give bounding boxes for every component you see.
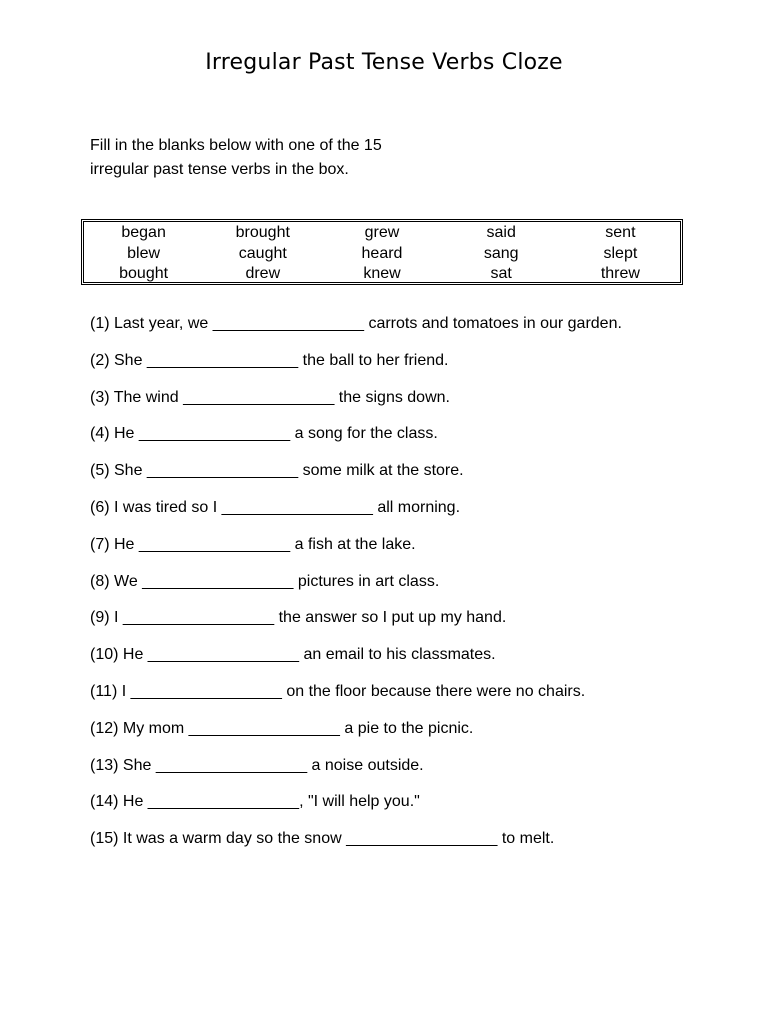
instructions-line-1: Fill in the blanks below with one of the 15 [90, 137, 382, 154]
question-item: (5) She _________________ some milk at the store. [90, 462, 464, 480]
question-item: (9) I _________________ the answer so I put up my hand. [90, 609, 507, 627]
word-bank-word: sent [605, 224, 636, 241]
question-item: (2) She _________________ the ball to her friend. [90, 351, 449, 369]
question-item: (3) The wind _________________ the signs down. [90, 388, 450, 406]
question-item: (12) My mom _________________ a pie to the picnic. [90, 719, 474, 737]
question-item: (15) It was a warm day so the snow _________________ to melt. [90, 830, 555, 848]
word-bank-word: sang [483, 244, 519, 262]
word-bank-word: drew [245, 265, 281, 282]
word-bank-word: blew [127, 244, 161, 262]
instructions-line-2: irregular past tense verbs in the box. [90, 161, 349, 178]
page-title: Irregular Past Tense Verbs Cloze [205, 50, 563, 75]
word-bank-word: sat [490, 265, 512, 282]
word-bank-word: said [486, 224, 516, 241]
word-bank-word: caught [238, 244, 287, 262]
question-item: (10) He _________________ an email to his classmates. [90, 646, 496, 664]
word-bank-word: knew [363, 265, 401, 282]
question-item: (11) I _________________ on the floor because there were no chairs. [90, 682, 586, 700]
word-bank-grid [84, 223, 680, 285]
question-item: (14) He _________________, "I will help you." [90, 793, 420, 811]
question-item: (1) Last year, we _________________ carrots and tomatoes in our garden. [90, 315, 622, 332]
word-bank-box [83, 221, 681, 283]
word-bank-word: grew [364, 224, 400, 241]
word-bank-word: bought [119, 265, 169, 282]
question-list [90, 313, 730, 865]
question-item: (7) He _________________ a fish at the lake. [90, 535, 416, 553]
question-item: (4) He _________________ a song for the class. [90, 425, 438, 443]
instructions [90, 134, 490, 182]
question-item: (13) She _________________ a noise outside. [90, 756, 424, 774]
word-bank-word: threw [600, 265, 640, 282]
question-item: (8) We _________________ pictures in art class. [90, 572, 440, 590]
question-item: (6) I was tired so I _________________ all morning. [90, 498, 461, 516]
word-bank-word: heard [361, 244, 403, 262]
word-bank-word: brought [235, 224, 290, 241]
word-bank-word: slept [603, 244, 638, 262]
word-bank-word: began [121, 224, 166, 241]
